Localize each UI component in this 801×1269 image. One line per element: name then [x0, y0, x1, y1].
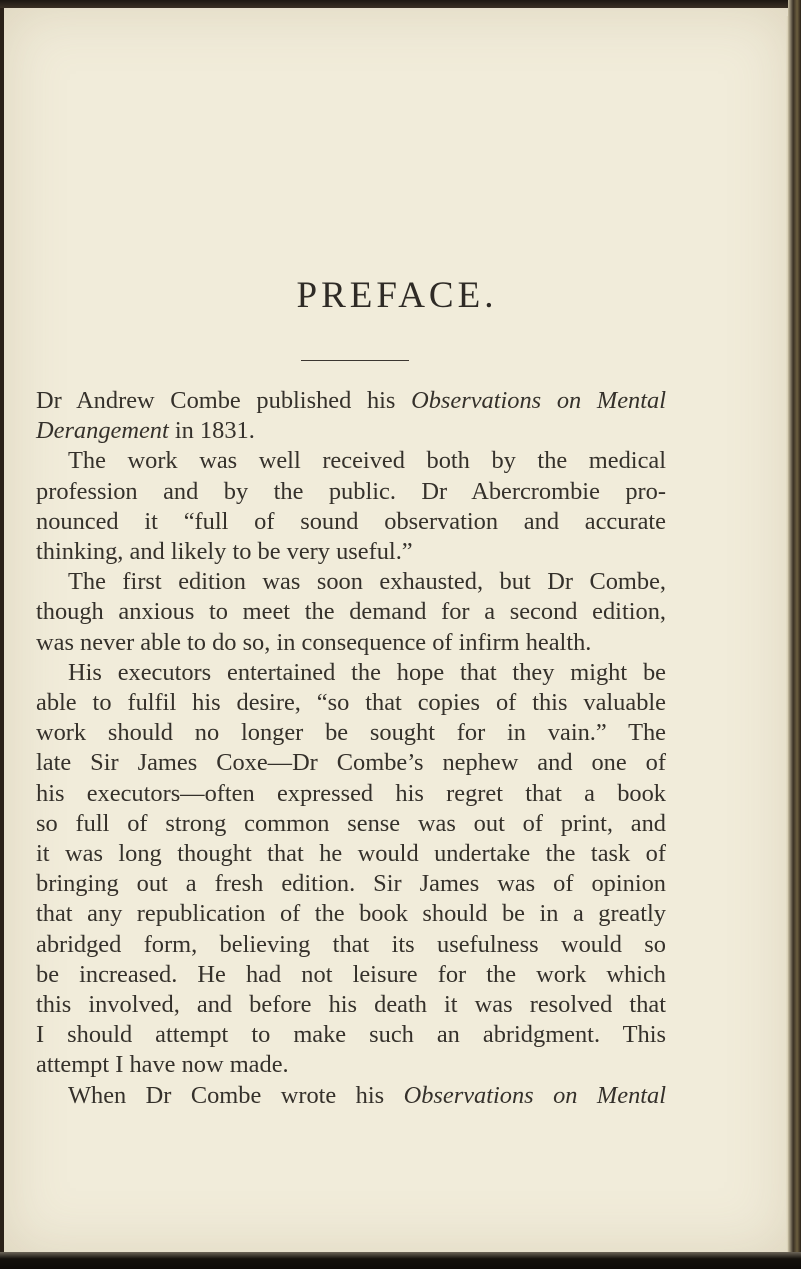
- text-line: late Sir James Coxe—Dr Combe’s nephew and one of: [36, 749, 666, 777]
- text-line: work should no longer be sought for in vain.” The: [36, 719, 666, 747]
- text-line: this involved, and before his death it was resolved that: [36, 991, 666, 1019]
- text-line: be increased. He had not leisure for the work which: [36, 960, 666, 988]
- text-line: able to fulfil his desire, “so that copies of this valuable: [36, 689, 666, 717]
- text-line: it was long thought that he would undertake the task of: [36, 840, 666, 868]
- text-line: When Dr Combe wrote his Observations on Mental: [68, 1081, 667, 1109]
- text-line: his executors—often expressed his regret that a book: [36, 779, 666, 807]
- text-line: The first edition was soon exhausted, but Dr Combe,: [68, 568, 666, 596]
- book-page: [4, 8, 790, 1254]
- text-line: so full of strong common sense was out of print, and: [36, 809, 666, 837]
- text-line: bringing out a fresh edition. Sir James was of opinion: [36, 870, 666, 898]
- page-title: PREFACE.: [296, 275, 498, 316]
- book-spine-edge: [788, 0, 801, 1269]
- text-line: attempt I have now made.: [36, 1051, 289, 1079]
- page-bottom-edge: [0, 1252, 801, 1269]
- text-line: profession and by the public. Dr Abercrombie pro-: [36, 477, 666, 505]
- text-line: The work was well received both by the medical: [68, 447, 666, 475]
- preface-body: [36, 386, 666, 1111]
- text-line: I should attempt to make such an abridgment. This: [36, 1021, 666, 1049]
- text-line: though anxious to meet the demand for a second edition,: [36, 598, 666, 626]
- text-line: nounced it “full of sound observation and accurate: [36, 507, 666, 535]
- text-line: abridged form, believing that its usefulness would so: [36, 930, 666, 958]
- text-line: was never able to do so, in consequence of infirm health.: [36, 628, 592, 656]
- title-rule: [301, 360, 409, 361]
- text-line: Derangement in 1831.: [36, 417, 255, 445]
- text-line: His executors entertained the hope that they might be: [68, 658, 666, 686]
- page-top-shadow: [0, 0, 801, 8]
- text-line: Dr Andrew Combe published his Observations on Mental: [36, 387, 666, 414]
- text-line: thinking, and likely to be very useful.”: [36, 538, 413, 566]
- text-line: that any republication of the book should be in a greatly: [36, 900, 666, 928]
